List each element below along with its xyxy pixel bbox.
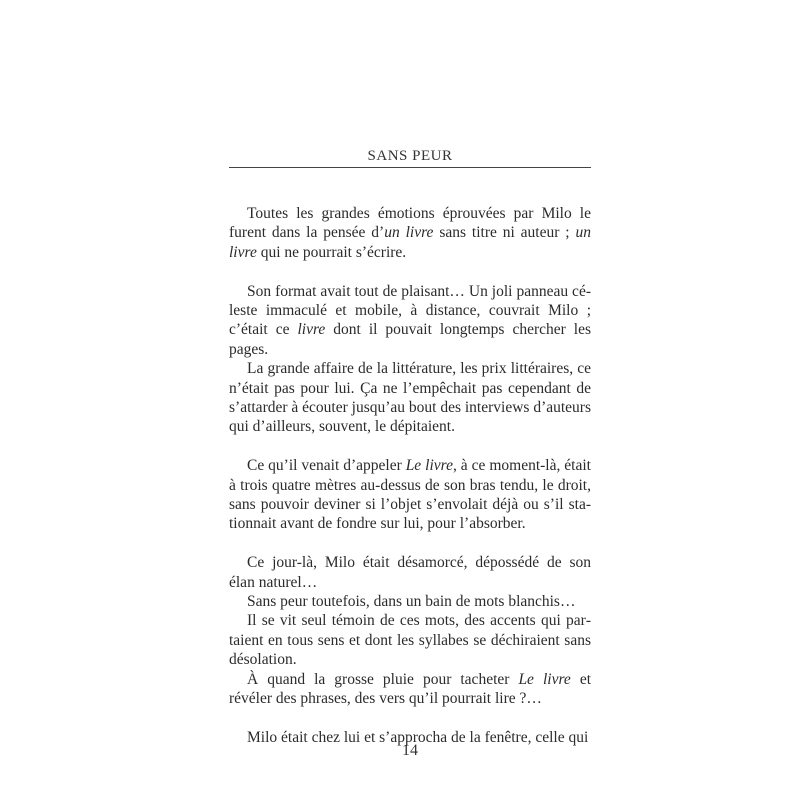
text-run: Sans peur toutefois, dans un bain de mots blanchis… (247, 593, 576, 611)
text-run: et révéler des phrases, des vers qu’il pourrait lire ?… (229, 670, 592, 708)
paragraph (229, 359, 591, 437)
header-rule (229, 167, 591, 168)
text-run: Toutes les grandes émotions éprouvées par Milo le furent dans la pensée d’ (229, 205, 591, 242)
text-run: Milo était chez lui et s’approcha de la fenêtre, celle qui (247, 728, 589, 746)
paragraph (229, 592, 591, 611)
paragraph (229, 282, 591, 360)
running-head: SANS PEUR (367, 148, 453, 164)
text-run: Il se vit seul témoin de ces mots, des accents qui partaient en tous sens et dont les syllabes se déchiraient sans désolation. (229, 612, 591, 669)
text-run: Son format avait tout de plaisant… Un joli panneau céleste immaculé et mobile, à distance, couvrait Milo ; c’était ce (229, 282, 591, 339)
text-run: Ce qu’il venait d’appeler (247, 457, 406, 475)
italic-run: un livre (229, 224, 591, 261)
italic-run: Le livre (518, 670, 571, 688)
text-run: sans titre ni auteur ; (433, 224, 576, 242)
italic-run: un livre (384, 224, 434, 242)
italic-run: Le livre (405, 457, 453, 475)
paragraph (229, 204, 591, 262)
text-run: Ce jour-là, Milo était désamorcé, dépossédé de son élan naturel… (229, 554, 591, 591)
paragraph (229, 670, 591, 709)
paragraph (229, 456, 591, 534)
text-run: , à ce moment-là, était à trois quatre mètres au-dessus de son bras tendu, le droit, sans pouvoir deviner si l’objet s’envolait déjà ou s’il stationnait avant de fondre sur lui, pour l’absorber. (229, 457, 591, 533)
page-number: 14 (402, 742, 418, 759)
paragraph (229, 611, 591, 669)
body-text (229, 204, 591, 747)
text-run: La grande affaire de la littérature, les prix littéraires, ce n’était pas pour lui. Ça ne l’empêchait pas cependant de s’attarder à écouter jusqu’au bout des interviews d’auteurs qui d’ailleurs, souvent, le dépitaient. (229, 360, 591, 436)
text-run: À quand la grosse pluie pour tacheter (247, 670, 519, 688)
italic-run: livre (297, 321, 326, 339)
text-run: qui ne pourrait s’écrire. (256, 243, 407, 261)
text-run: dont il pouvait longtemps chercher les pages. (229, 321, 591, 358)
paragraph (229, 553, 591, 592)
